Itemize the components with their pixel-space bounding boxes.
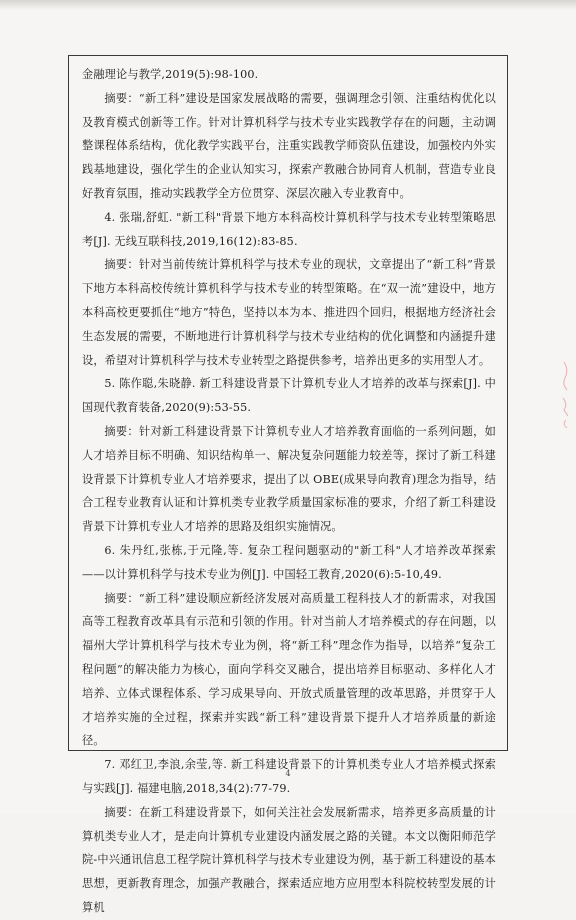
abstract-paragraph: 摘要：“新工科”建设顺应新经济发展对高质量工程科技人才的新需求，对我国高等工程教育改革具有示范和引领的作用。针对当前人才培养模式的存在问题，以福州大学计算机科学与技术专业为例，将“新工科”理念作为指导，以培养“复杂工程问题”的解决能力为核心，面向学科交叉融合，提出培养目标驱动、多样化人才培养、立体式课程体系、学习成果导向、开放式质量管理的改革思路，并贯穿于人才培养实施的全过程，探索并实践“新工科”建设背景下提升人才培养质量的新途径。	[82, 591, 496, 748]
reference-continuation: 金融理论与教学,2019(5):98-100.	[82, 68, 259, 81]
references-body	[82, 63, 496, 920]
scan-top-shadow	[0, 0, 576, 10]
reference-entry: 4. 张瑞,舒虹. "新工科"背景下地方本科高校计算机科学与技术专业转型策略思考[J]. 无线互联科技,2019,16(12):83-85.	[82, 210, 496, 248]
abstract-paragraph: 摘要：针对新工科建设背景下计算机专业人才培养教育面临的一系列问题，如人才培养目标不明确、知识结构单一、解决复杂问题能力较差等，探讨了新工科建设背景下计算机专业人才培养要求，提出了以 OBE(成果导向教育)理念为指导，结合工程专业教育认证和计算机类专业教学质量国家标准的要求，介绍了新工科建设背景下计算机专业人才培养的思路及组织实施情况。	[82, 424, 496, 534]
abstract-paragraph: 摘要：在新工科建设背景下，如何关注社会发展新需求，培养更多高质量的计算机类专业人才，是走向计算机专业建设内涵发展之路的关键。本文以衡阳师范学院-中兴通讯信息工程学院计算机科学与技术专业建设为例，基于新工科建设的基本思想，更新教育理念，加强产教融合，探索适应地方应用型本科院校转型发展的计算机	[82, 805, 496, 914]
reference-entry: 7. 邓红卫,李浪,余莹,等. 新工科建设背景下的计算机类专业人才培养模式探索与实践[J]. 福建电脑,2018,34(2):77-79.	[82, 758, 496, 795]
reference-entry: 5. 陈作聪,朱晓静. 新工科建设背景下计算机专业人才培养的改革与探索[J]. 中国现代教育装备,2020(9):53-55.	[82, 377, 496, 415]
abstract-paragraph: 摘要：针对当前传统计算机科学与技术专业的现状，文章提出了“新工科”背景下地方本科高校传统计算机科学与技术专业的转型策略。在“双一流”建设中，地方本科高校更要抓住“地方”特色，坚持以本为本、推进四个回归，根据地方经济社会生态发展的需要，不断地进行计算机科学与技术专业结构的优化调整和内涵提升建设，希望对计算机科学与技术专业转型之路提供参考，培养出更多的实用型人才。	[82, 258, 496, 367]
reference-entry: 6. 朱丹红,张栋,于元隆,等. 复杂工程问题驱动的"新工科"人才培养改革探索 ——以计算机科学与技术专业为例[J]. 中国轻工教育,2020(6):5-10,49.	[82, 543, 496, 581]
abstract-paragraph: 摘要：“新工科”建设是国家发展战略的需要，强调理念引领、注重结构优化以及教育模式创新等工作。针对计算机科学与技术专业实践教学存在的问题，主动调整课程体系结构，优化教学实践平台，注重实践教学师资队伍建设，加强校内外实践基地建设，强化学生的企业认知实习，探索产教融合协同育人机制，营造专业良好教育氛围，推动实践教学全方位贯穿、深层次融入专业教育中。	[82, 91, 496, 200]
page-number: 4	[285, 769, 291, 778]
red-seal-fragment	[560, 360, 572, 430]
